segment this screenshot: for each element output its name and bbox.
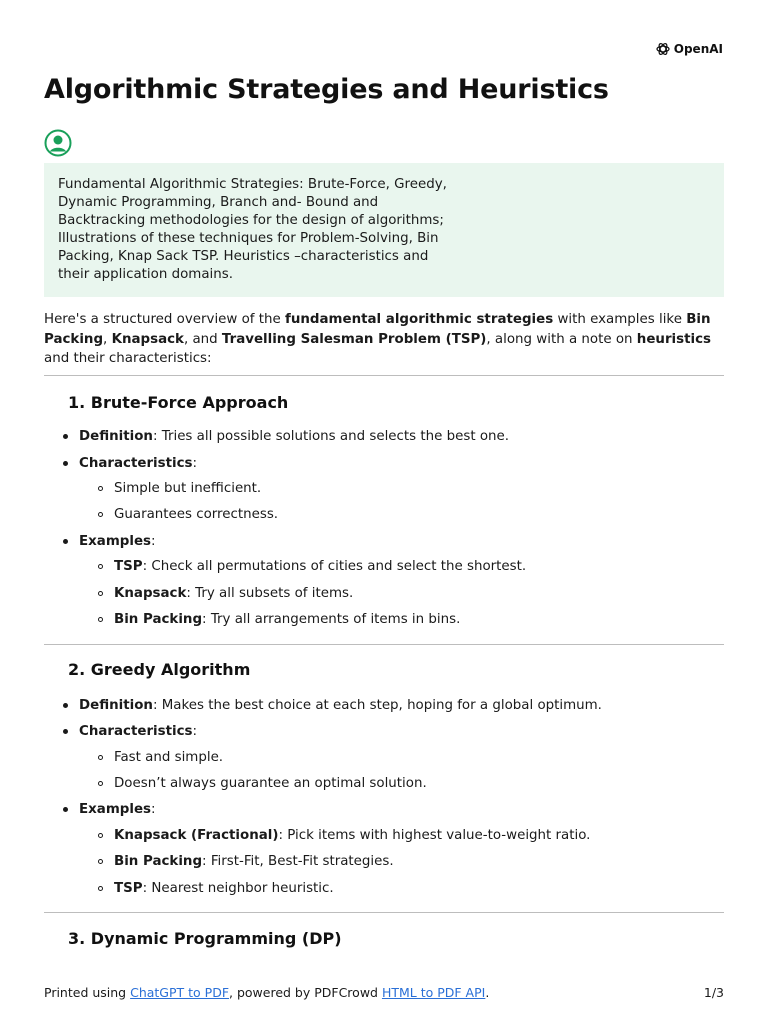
list-item: Bin Packing: First-Fit, Best-Fit strategies. xyxy=(114,854,394,869)
user-prompt-box xyxy=(44,163,724,297)
circle-bullet-icon xyxy=(98,833,103,838)
divider xyxy=(44,375,724,376)
circle-bullet-icon xyxy=(98,886,103,891)
user-avatar-icon xyxy=(44,129,72,157)
html-to-pdf-api-link[interactable]: HTML to PDF API xyxy=(381,985,486,1000)
section-heading-dynamic-programming: 3. Dynamic Programming (DP) xyxy=(68,929,342,948)
list-item: TSP: Check all permutations of cities and select the shortest. xyxy=(114,559,527,574)
circle-bullet-icon xyxy=(98,781,103,786)
circle-bullet-icon xyxy=(98,859,103,864)
divider xyxy=(44,912,724,913)
chatgpt-to-pdf-link[interactable]: ChatGPT to PDF xyxy=(130,985,230,1000)
circle-bullet-icon xyxy=(98,755,103,760)
page-title: Algorithmic Strategies and Heuristics xyxy=(44,74,609,105)
bullet-icon xyxy=(63,461,68,466)
bullet-icon xyxy=(63,729,68,734)
list-item: Doesn’t always guarantee an optimal solution. xyxy=(114,776,427,791)
list-item: Guarantees correctness. xyxy=(114,507,279,522)
section-heading-brute-force: 1. Brute-Force Approach xyxy=(68,393,289,412)
bullet-icon xyxy=(63,434,68,439)
list-item: Examples: xyxy=(79,534,156,549)
footer-credit: Printed using ChatGPT to PDF, powered by PDFCrowd HTML to PDF API. xyxy=(44,985,490,1000)
page-number: 1/3 xyxy=(703,985,724,1000)
openai-logo xyxy=(655,41,723,57)
section-heading-greedy: 2. Greedy Algorithm xyxy=(68,660,251,679)
openai-icon xyxy=(655,41,671,57)
list-item: Definition: Makes the best choice at each step, hoping for a global optimum. xyxy=(79,698,602,713)
divider xyxy=(44,644,724,645)
list-item: Characteristics: xyxy=(79,456,198,471)
bullet-icon xyxy=(63,539,68,544)
circle-bullet-icon xyxy=(98,564,103,569)
list-item: Definition: Tries all possible solutions and selects the best one. xyxy=(79,429,509,444)
list-item: Knapsack (Fractional): Pick items with highest value-to-weight ratio. xyxy=(114,828,591,843)
list-item: Knapsack: Try all subsets of items. xyxy=(114,586,354,601)
bullet-icon xyxy=(63,807,68,812)
user-prompt-text: Fundamental Algorithmic Strategies: Brute-Force, Greedy, Dynamic Programming, Branch and- Bound and Backtracking methodologies for the design of algorithms; Illustrations of these techniques for Problem-Solving, Bin Packing, Knap Sack TSP. Heuristics –characteristics and their application domains. xyxy=(58,177,447,282)
list-item: Bin Packing: Try all arrangements of items in bins. xyxy=(114,612,461,627)
list-item: Examples: xyxy=(79,802,156,817)
list-item: Characteristics: xyxy=(79,724,198,739)
circle-bullet-icon xyxy=(98,591,103,596)
intro-paragraph: Here's a structured overview of the fundamental algorithmic strategies with examples like Bin Packing, Knapsack, and Travelling Salesman Problem (TSP), along with a note on heuristics and their characteristics: xyxy=(44,312,712,366)
list-item: Fast and simple. xyxy=(114,750,224,765)
brand-name: OpenAI xyxy=(673,42,723,56)
list-item: Simple but inefficient. xyxy=(114,481,262,496)
circle-bullet-icon xyxy=(98,486,103,491)
list-item: TSP: Nearest neighbor heuristic. xyxy=(114,881,334,896)
circle-bullet-icon xyxy=(98,617,103,622)
circle-bullet-icon xyxy=(98,512,103,517)
bullet-icon xyxy=(63,703,68,708)
